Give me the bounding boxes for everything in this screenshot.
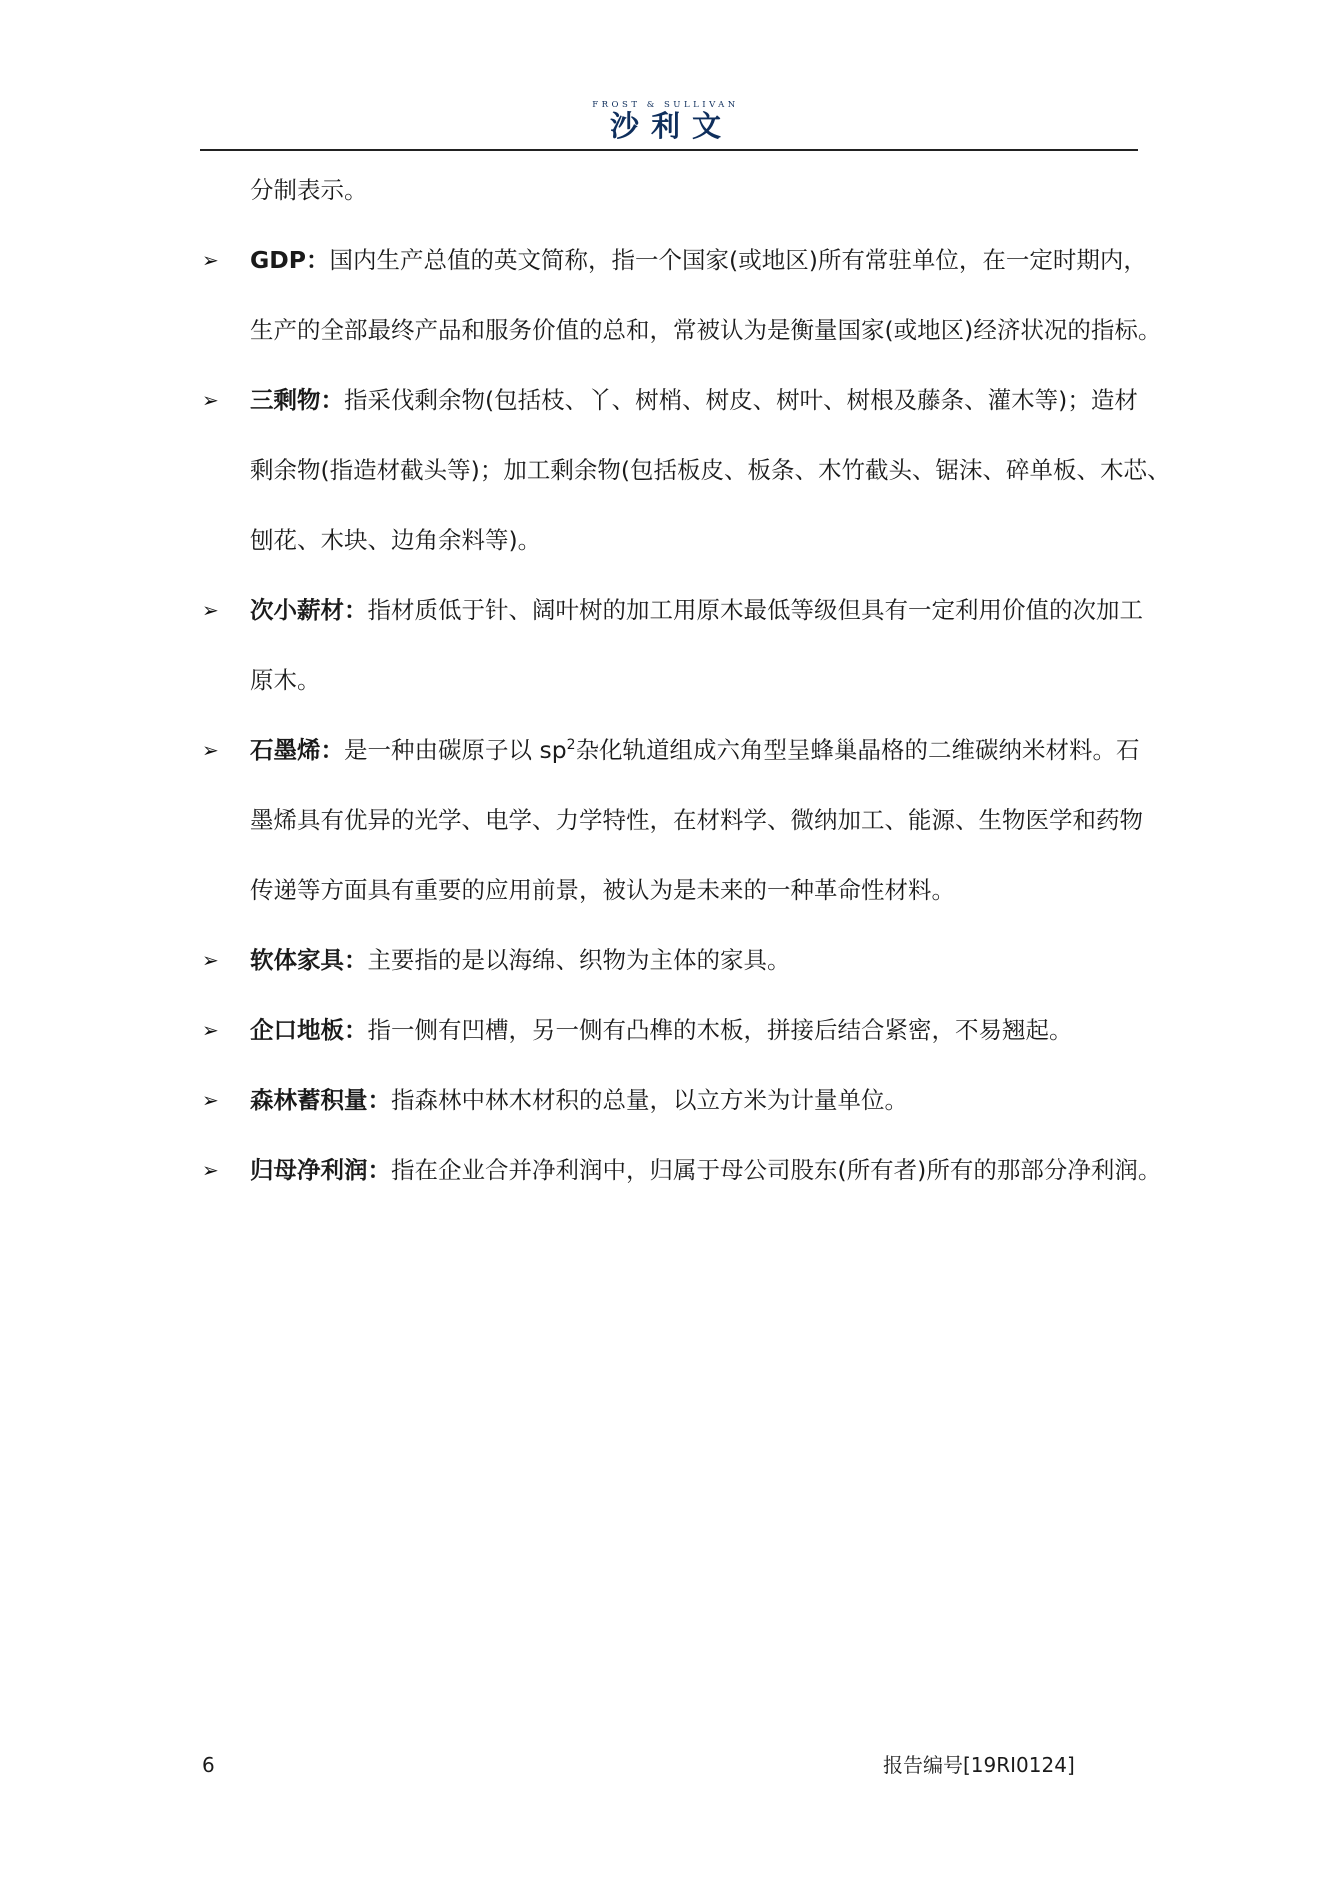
arrow-bullet-icon: ➢ [202, 1158, 219, 1182]
term-label: 企口地板： [250, 1016, 368, 1044]
definition-text: 指在企业合并净利润中，归属于母公司股东(所有者)所有的那部分净利润。 [391, 1156, 1162, 1184]
arrow-bullet-icon: ➢ [202, 1088, 219, 1112]
arrow-bullet-icon: ➢ [202, 388, 219, 412]
list-item-guimujinglirun [200, 1150, 1160, 1220]
list-item-graphene [200, 730, 1160, 800]
term-label: 次小薪材： [250, 596, 368, 624]
list-item-senlinxujiliang [200, 1080, 1160, 1150]
definition-text: 指采伐剩余物(包括枝、丫、树梢、树皮、树叶、树根及藤条、灌木等)；造材 [344, 386, 1138, 414]
definition-text: 杂化轨道组成六角型呈蜂巢晶格的二维碳纳米材料。石 [575, 736, 1140, 764]
definition-text: 指森林中林木材积的总量，以立方米为计量单位。 [391, 1086, 908, 1114]
definition-continuation: 传递等方面具有重要的应用前景，被认为是未来的一种革命性材料。 [250, 876, 955, 904]
arrow-bullet-icon: ➢ [202, 948, 219, 972]
frost-sullivan-logo [0, 100, 1331, 142]
list-item-qikoudiban [200, 1010, 1160, 1080]
list-item-gdp [200, 240, 1160, 310]
definition-continuation: 生产的全部最终产品和服务价值的总和，常被认为是衡量国家(或地区)经济状况的指标。 [250, 316, 1162, 344]
arrow-bullet-icon: ➢ [202, 738, 219, 762]
list-item-sanshengwu [200, 380, 1160, 450]
intro-line: 分制表示。 [250, 176, 368, 204]
definition-text: 指一侧有凹槽，另一侧有凸榫的木板，拼接后结合紧密，不易翘起。 [367, 1016, 1073, 1044]
definition-continuation: 剩余物(指造材截头等)；加工剩余物(包括板皮、板条、木竹截头、锯沫、碎单板、木芯、 [250, 456, 1171, 484]
arrow-bullet-icon: ➢ [202, 1018, 219, 1042]
definitions-list [200, 170, 1171, 1220]
arrow-bullet-icon: ➢ [202, 598, 219, 622]
superscript: 2 [566, 737, 576, 754]
definition-continuation: 墨烯具有优异的光学、电学、力学特性，在材料学、微纳加工、能源、生物医学和药物 [250, 806, 1143, 834]
header-divider [200, 149, 1138, 151]
term-label: 石墨烯： [250, 736, 344, 764]
definition-text: 国内生产总值的英文简称，指一个国家(或地区)所有常驻单位，在一定时期内， [329, 246, 1147, 274]
term-label: 三剩物： [250, 386, 344, 414]
term-label: 森林蓄积量： [250, 1086, 391, 1114]
term-label: GDP： [250, 246, 330, 274]
logo-english-text: FROST & SULLIVAN [592, 100, 739, 110]
definition-text: 指材质低于针、阔叶树的加工用原木最低等级但具有一定利用价值的次加工 [367, 596, 1143, 624]
report-number: 报告编号[19RI0124] [883, 1753, 1075, 1777]
arrow-bullet-icon: ➢ [202, 248, 219, 272]
term-label: 软体家具： [250, 946, 368, 974]
logo-chinese-text: 沙利文 [609, 109, 733, 143]
definition-continuation: 刨花、木块、边角余料等)。 [250, 526, 542, 554]
definition-text: 主要指的是以海绵、织物为主体的家具。 [367, 946, 791, 974]
list-item-cixiaoxincai [200, 590, 1160, 660]
definition-text: 是一种由碳原子以 sp [344, 736, 567, 764]
definition-continuation: 原木。 [250, 666, 321, 694]
page-number: 6 [202, 1753, 215, 1777]
list-item-ruantijiaju [200, 940, 1160, 1010]
term-label: 归母净利润： [250, 1156, 391, 1184]
